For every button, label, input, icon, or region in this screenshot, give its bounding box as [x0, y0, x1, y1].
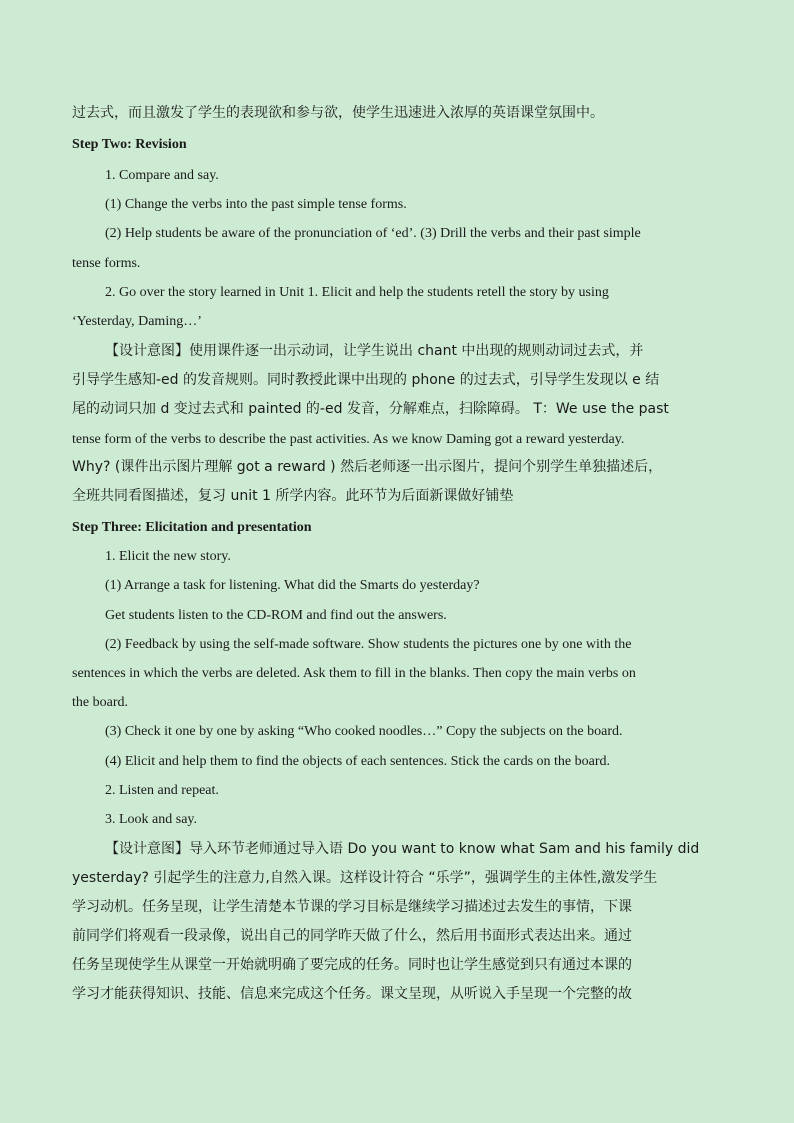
paragraph-line: (3) Check it one by one by asking “Who cooked noodles…” Copy the subjects on the board. — [105, 724, 623, 739]
paragraph-line: 3. Look and say. — [105, 812, 198, 827]
paragraph-line: 1. Compare and say. — [105, 168, 219, 183]
paragraph-line: (1) Arrange a task for listening. What did the Smarts do yesterday? — [105, 578, 480, 593]
paragraph-line: yesterday? 引起学生的注意力,自然入课。这样设计符合 “乐学”，强调学生的主体性,激发学生 — [72, 870, 658, 886]
paragraph-line: 尾的动词只加 d 变过去式和 painted 的-ed 发音，分解难点，扫除障碍。 T：We use the past — [72, 401, 669, 417]
paragraph-line: 前同学们将观看一段录像，说出自己的同学昨天做了什么，然后用书面形式表达出来。通过 — [72, 928, 632, 944]
paragraph-line: (2) Help students be aware of the pronunciation of ‘ed’. (3) Drill the verbs and their past simple — [105, 226, 641, 241]
paragraph-line: tense form of the verbs to describe the past activities. As we know Daming got a reward yesterday. — [72, 432, 625, 447]
paragraph-line: 任务呈现使学生从课堂一开始就明确了要完成的任务。同时也让学生感觉到只有通过本课的 — [72, 957, 632, 973]
paragraph-line: 学习才能获得知识、技能、信息来完成这个任务。课文呈现，从听说入手呈现一个完整的故 — [72, 986, 632, 1002]
paragraph-line: Get students listen to the CD-ROM and find out the answers. — [105, 608, 447, 623]
section-heading: Step Two: Revision — [72, 137, 187, 152]
paragraph-line: (4) Elicit and help them to find the objects of each sentences. Stick the cards on the board. — [105, 754, 611, 769]
paragraph-line: sentences in which the verbs are deleted. Ask them to fill in the blanks. Then copy the main verbs on — [72, 666, 636, 681]
paragraph-line: 全班共同看图描述，复习 unit 1 所学内容。此环节为后面新课做好铺垫 — [72, 488, 514, 504]
paragraph-line: 1. Elicit the new story. — [105, 549, 231, 564]
paragraph-line: the board. — [72, 695, 128, 710]
paragraph-line: Why? (课件出示图片理解 got a reward ) 然后老师逐一出示图片，提问个别学生单独描述后， — [72, 459, 663, 475]
paragraph-line: 2. Listen and repeat. — [105, 783, 219, 798]
paragraph-line: 学习动机。任务呈现，让学生清楚本节课的学习目标是继续学习描述过去发生的事情，下课 — [72, 899, 632, 915]
paragraph-line: (1) Change the verbs into the past simple tense forms. — [105, 197, 407, 212]
design-intent-line: 【设计意图】使用课件逐一出示动词，让学生说出 chant 中出现的规则动词过去式，并 — [105, 343, 644, 359]
paragraph-line: (2) Feedback by using the self-made software. Show students the pictures one by one with the — [105, 637, 632, 652]
paragraph-line: 引导学生感知-ed 的发音规则。同时教授此课中出现的 phone 的过去式，引导学生发现以 e 结 — [72, 372, 660, 388]
paragraph-line: 过去式，而且激发了学生的表现欲和参与欲，使学生迅速进入浓厚的英语课堂氛围中。 — [72, 105, 604, 121]
paragraph-line: ‘Yesterday, Daming…’ — [72, 314, 202, 329]
paragraph-line: 2. Go over the story learned in Unit 1. Elicit and help the students retell the story by using — [105, 285, 609, 300]
section-heading: Step Three: Elicitation and presentation — [72, 520, 312, 535]
design-intent-line: 【设计意图】导入环节老师通过导入语 Do you want to know what Sam and his family did — [105, 841, 700, 857]
paragraph-line: tense forms. — [72, 256, 141, 271]
